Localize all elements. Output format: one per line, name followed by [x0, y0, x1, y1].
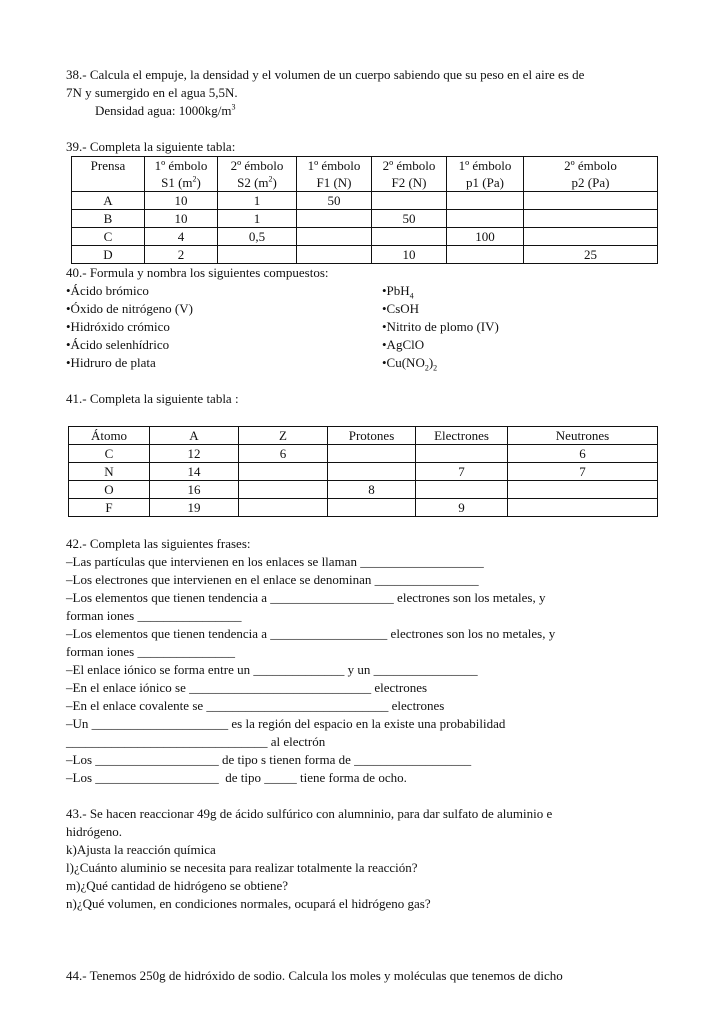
table-cell: B — [72, 210, 145, 228]
list-item: •Nitrito de plomo (IV) — [382, 319, 499, 334]
table-cell — [508, 499, 658, 517]
table-row — [69, 445, 658, 463]
sentence-line: –Las partículas que intervienen en los enlaces se llaman ___________________ — [66, 554, 484, 569]
table-cell: 25 — [524, 246, 658, 264]
table-cell — [239, 481, 328, 499]
table-cell: 19 — [150, 499, 239, 517]
table-cell: 2 — [145, 246, 218, 264]
table-cell — [524, 210, 658, 228]
table-cell: 14 — [150, 463, 239, 481]
q38-line2: 7N y sumergido en el agua 5,5N. — [66, 85, 238, 100]
q43-line: k)Ajusta la reacción química — [66, 842, 216, 857]
table-cell: 100 — [447, 228, 524, 246]
table-cell: 0,5 — [218, 228, 297, 246]
header-cell: Prensa — [72, 157, 145, 192]
header-cell: 2º émbolo F2 (N) — [372, 157, 447, 192]
q38-line3: Densidad agua: $1000kg/m^3$ — [95, 102, 236, 118]
table-cell: 6 — [239, 445, 328, 463]
sentence-line: –En el enlace iónico se ____________________________ electrones — [66, 680, 428, 695]
table-cell: C — [69, 445, 150, 463]
list-item: •Hidróxido crómico — [66, 319, 170, 334]
header-cell: Z — [239, 427, 328, 445]
table-cell — [416, 481, 508, 499]
table-cell — [524, 192, 658, 210]
table-cell — [328, 463, 416, 481]
table-header-row — [72, 157, 658, 192]
table-cell: A — [72, 192, 145, 210]
table-cell: 9 — [416, 499, 508, 517]
table-row — [72, 228, 658, 246]
table-cell: 10 — [145, 192, 218, 210]
table-cell: 10 — [372, 246, 447, 264]
question-43 — [66, 805, 666, 913]
header-cell: Neutrones — [508, 427, 658, 445]
table-row — [72, 246, 658, 264]
question-44 — [66, 967, 666, 985]
prensa-table — [71, 156, 658, 264]
table-header-row — [69, 427, 658, 445]
document-page — [66, 66, 666, 985]
table-cell — [447, 192, 524, 210]
table-cell: 8 — [328, 481, 416, 499]
q39-title: 39.- Completa la siguiente tabla: — [66, 139, 236, 154]
table-cell — [508, 481, 658, 499]
list-item: •Ácido brómico — [66, 283, 149, 298]
compounds-left-list — [66, 282, 382, 372]
table-cell: 7 — [508, 463, 658, 481]
atom-table — [68, 426, 658, 517]
table-cell: 4 — [145, 228, 218, 246]
q44-line1: 44.- Tenemos 250g de hidróxido de sodio. Calcula los moles y moléculas que tenemos de dicho — [66, 968, 563, 983]
table-cell — [297, 246, 372, 264]
table-cell: C — [72, 228, 145, 246]
header-cell: Electrones — [416, 427, 508, 445]
q42-title: 42.- Completa las siguientes frases: — [66, 536, 251, 551]
header-cell: 2º émbolo p2 (Pa) — [524, 157, 658, 192]
table-cell: 1 — [218, 210, 297, 228]
sentence-line: _______________________________ al electrón — [66, 734, 326, 749]
sentence-line: –Los elementos que tienen tendencia a __________________ electrones son los no metales, y — [66, 626, 556, 641]
table-cell: 10 — [145, 210, 218, 228]
table-cell: D — [72, 246, 145, 264]
q38-line1: 38.- Calcula el empuje, la densidad y el volumen de un cuerpo sabiendo que su peso en el aire es de — [66, 67, 585, 82]
table-cell — [416, 445, 508, 463]
sentence-line: forman iones _______________ — [66, 644, 235, 659]
sentence-line: –Los electrones que intervienen en el enlace se denominan ________________ — [66, 572, 479, 587]
header-cell: 2º émbolo S2 $(m^2)$ — [218, 157, 297, 192]
compounds-right-list — [382, 282, 499, 372]
table-cell — [372, 228, 447, 246]
q43-line: l)¿Cuánto aluminio se necesita para realizar totalmente la reacción? — [66, 860, 418, 875]
table-cell — [524, 228, 658, 246]
table-row — [69, 463, 658, 481]
q41-title: 41.- Completa la siguiente tabla : — [66, 391, 239, 406]
table-cell: 7 — [416, 463, 508, 481]
table-cell — [239, 499, 328, 517]
sentence-line: –El enlace iónico se forma entre un ______________ y un ________________ — [66, 662, 478, 677]
sentence-line: –Los ___________________ de tipo _____ tiene forma de ocho. — [66, 770, 407, 785]
question-38 — [66, 66, 666, 120]
list-item: $•Cu(NO_2)_2$ — [382, 355, 438, 373]
header-cell: Protones — [328, 427, 416, 445]
list-item: •Ácido selenhídrico — [66, 337, 170, 352]
header-cell: 1º émbolo S1 $(m^2)$ — [145, 157, 218, 192]
table-cell — [239, 463, 328, 481]
q43-line: n)¿Qué volumen, en condiciones normales, ocupará el hidrógeno gas? — [66, 896, 431, 911]
table-row — [69, 481, 658, 499]
q43-line: hidrógeno. — [66, 824, 122, 839]
table-cell — [447, 210, 524, 228]
list-item: •PbH$_4$ — [382, 283, 414, 301]
list-item: •Hidruro de plata — [66, 355, 156, 370]
table-cell — [328, 445, 416, 463]
list-item: •CsOH — [382, 301, 420, 316]
question-42 — [66, 535, 666, 787]
table-row — [72, 210, 658, 228]
header-cell: 1º émbolo F1 (N) — [297, 157, 372, 192]
sentence-line: –Los ___________________ de tipo s tienen forma de __________________ — [66, 752, 472, 767]
table-cell — [372, 192, 447, 210]
table-cell: 50 — [297, 192, 372, 210]
q43-line: 43.- Se hacen reaccionar 49g de ácido sulfúrico con alumninio, para dar sulfato de aluminio e — [66, 806, 553, 821]
header-cell: 1º émbolo p1 (Pa) — [447, 157, 524, 192]
sentence-line: –En el enlace covalente se ____________________________ electrones — [66, 698, 445, 713]
table-row — [72, 192, 658, 210]
table-cell: 16 — [150, 481, 239, 499]
q43-line: m)¿Qué cantidad de hidrógeno se obtiene? — [66, 878, 288, 893]
sentence-line: –Un _____________________ es la región del espacio en la existe una probabilidad — [66, 716, 506, 731]
question-39 — [66, 138, 666, 264]
header-cell: A — [150, 427, 239, 445]
sentence-line: –Los elementos que tienen tendencia a ___________________ electrones son los metales, y — [66, 590, 546, 605]
table-cell — [447, 246, 524, 264]
list-item: •AgClO — [382, 337, 425, 352]
question-40 — [66, 264, 666, 372]
table-row — [69, 499, 658, 517]
table-cell: F — [69, 499, 150, 517]
table-cell — [297, 228, 372, 246]
table-cell: 1 — [218, 192, 297, 210]
list-item: •Óxido de nitrógeno (V) — [66, 301, 193, 316]
table-cell: 6 — [508, 445, 658, 463]
table-cell: O — [69, 481, 150, 499]
q40-title: 40.- Formula y nombra los siguientes compuestos: — [66, 265, 329, 280]
table-cell: N — [69, 463, 150, 481]
table-cell — [297, 210, 372, 228]
table-cell — [328, 499, 416, 517]
sentence-line: forman iones ________________ — [66, 608, 242, 623]
table-cell: 12 — [150, 445, 239, 463]
table-cell — [218, 246, 297, 264]
header-cell: Átomo — [69, 427, 150, 445]
question-41 — [66, 390, 666, 517]
table-cell: 50 — [372, 210, 447, 228]
